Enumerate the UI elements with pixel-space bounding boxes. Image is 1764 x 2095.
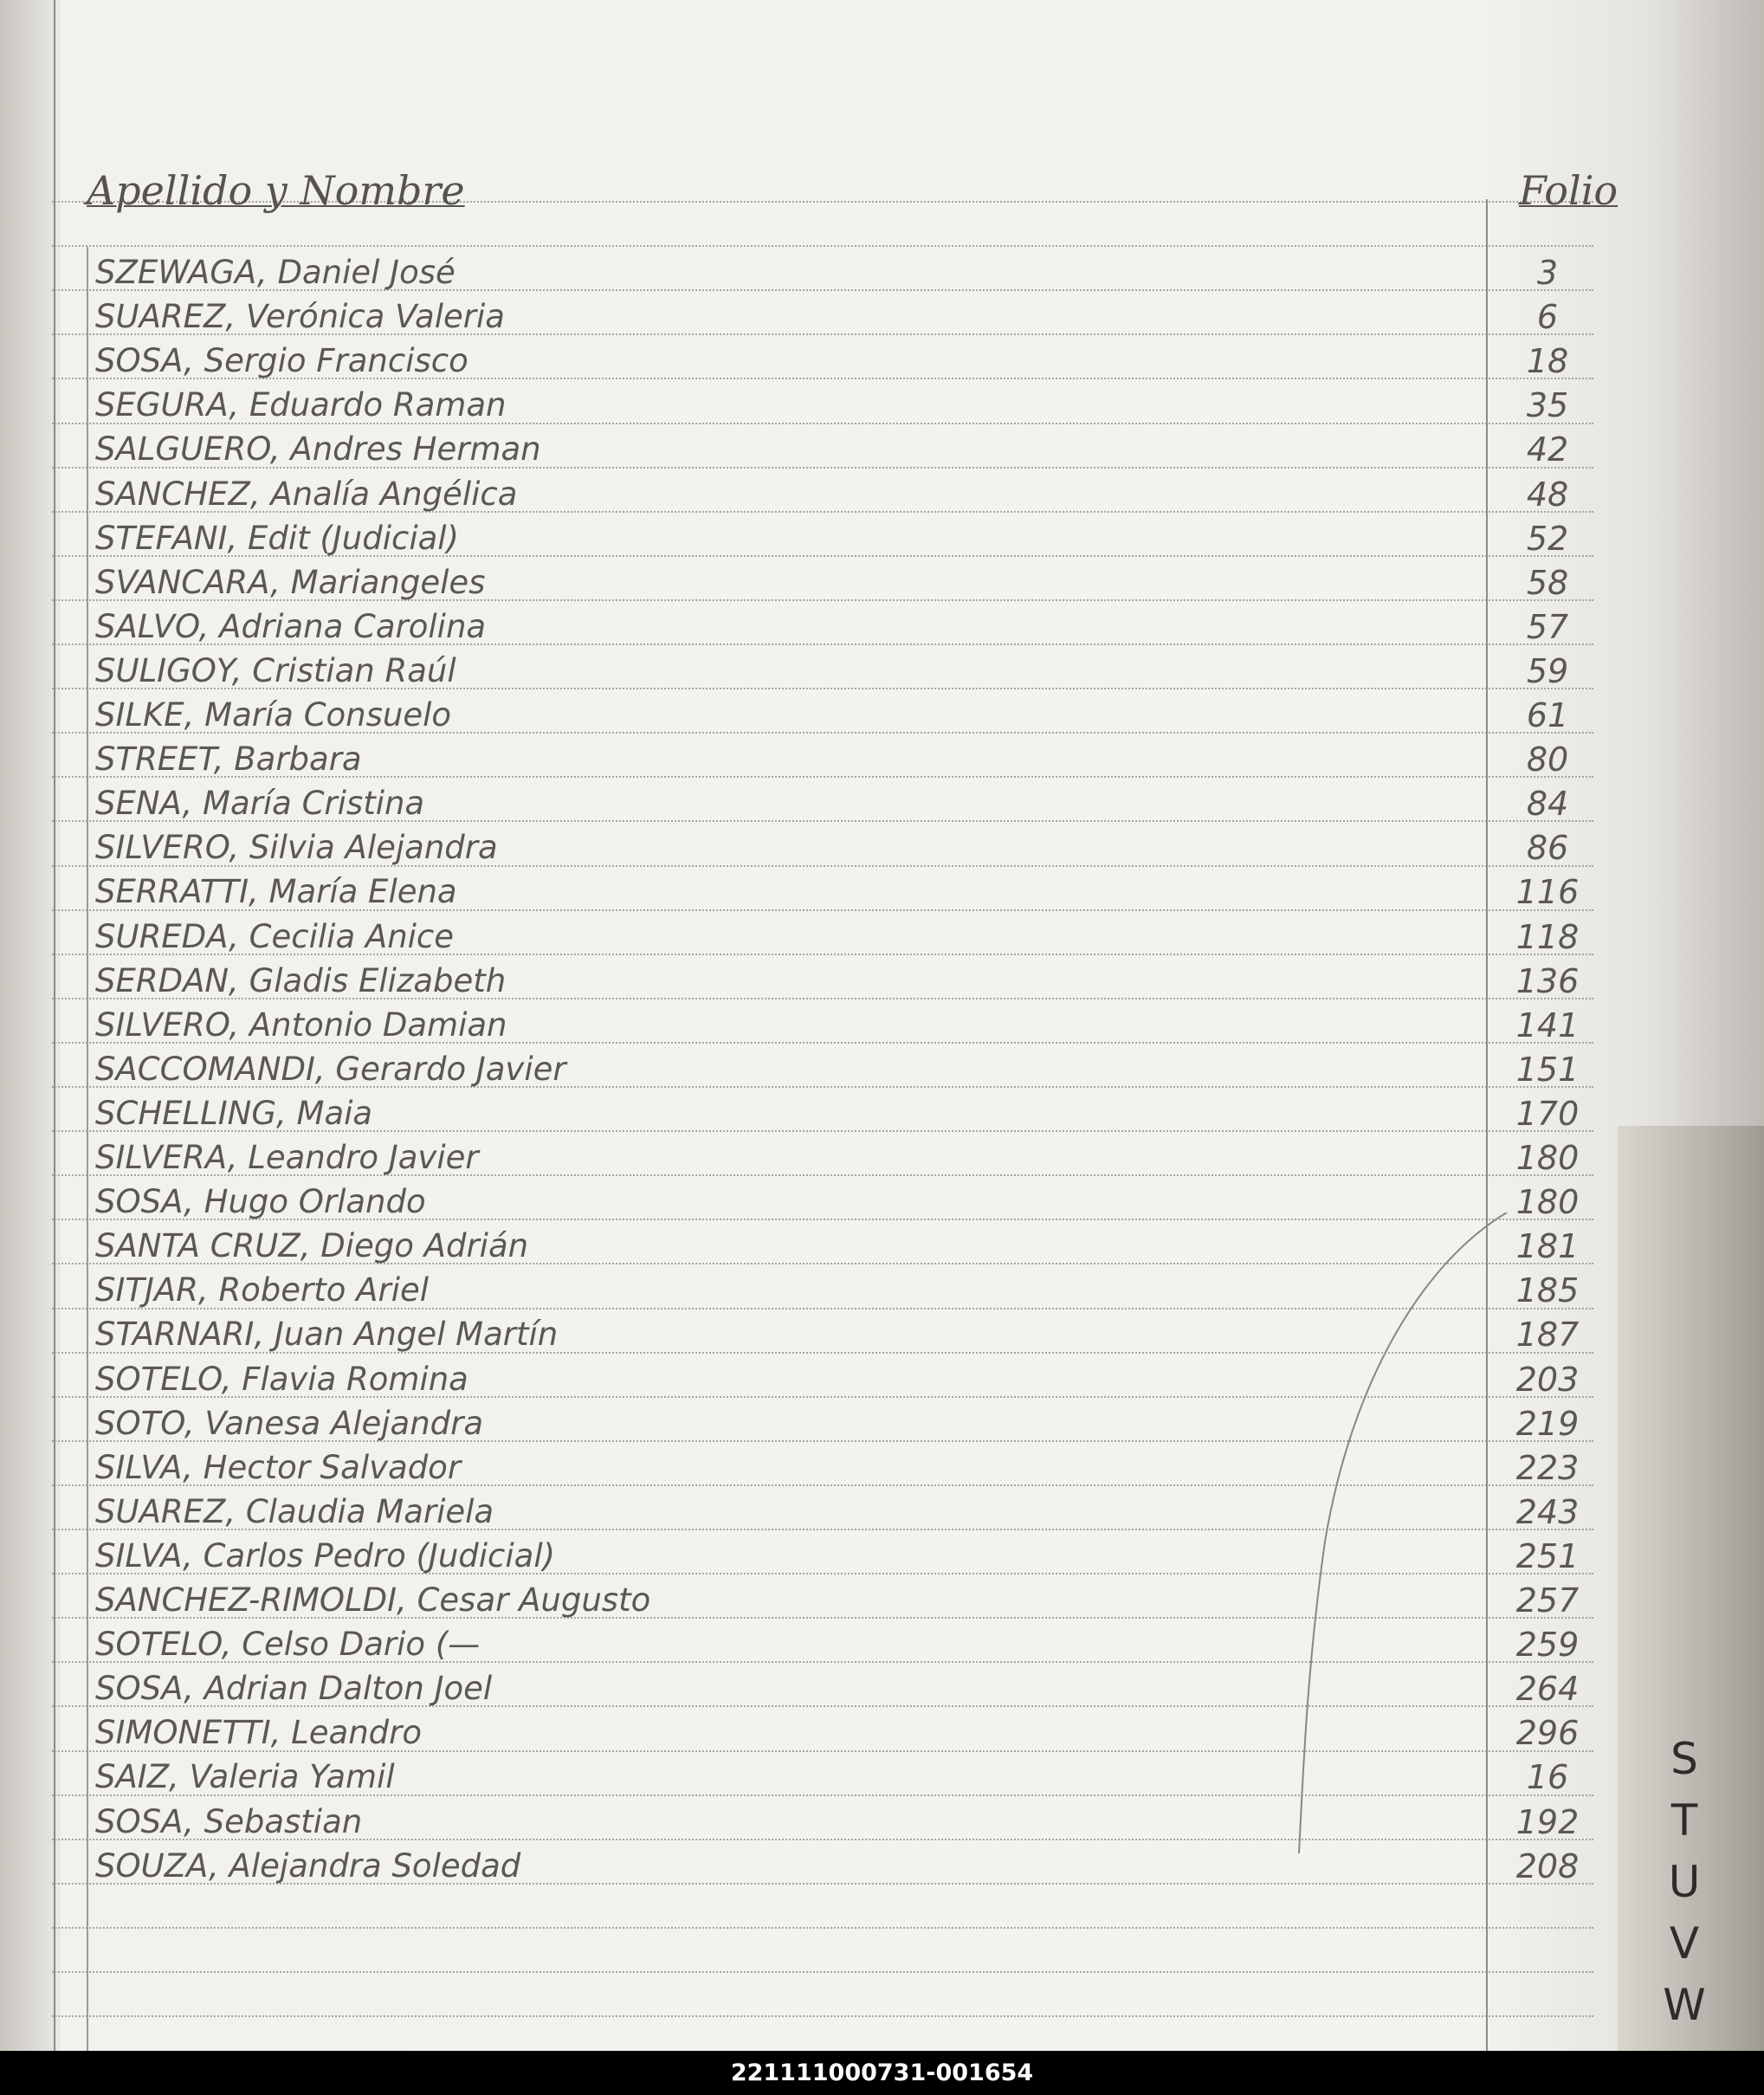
entry-folio: 203 xyxy=(1515,1361,1580,1399)
entry-name: SENA, María Cristina xyxy=(95,785,425,822)
folio-column-header: Folio xyxy=(1518,167,1619,214)
entry-folio: 151 xyxy=(1515,1051,1580,1089)
entry-name: SOUZA, Alejandra Soledad xyxy=(95,1847,521,1885)
entry-folio: 118 xyxy=(1515,918,1580,956)
entry-folio: 187 xyxy=(1515,1316,1580,1354)
entry-folio: 61 xyxy=(1526,696,1569,734)
entry-name: SOTELO, Flavia Romina xyxy=(95,1361,468,1398)
entry-name: SCHELLING, Maia xyxy=(95,1095,373,1132)
index-tab-letter: V xyxy=(1669,1918,1700,1969)
entry-name: SUAREZ, Verónica Valeria xyxy=(95,298,505,335)
entry-name: SULIGOY, Cristian Raúl xyxy=(95,652,456,689)
entry-name: SAIZ, Valeria Yamil xyxy=(95,1758,395,1795)
entry-folio: 16 xyxy=(1526,1758,1569,1796)
entry-name: SACCOMANDI, Gerardo Javier xyxy=(95,1051,566,1088)
entry-name: SVANCARA, Mariangeles xyxy=(95,564,486,601)
entry-name: SILVERO, Antonio Damian xyxy=(95,1006,507,1044)
entry-name: SOTO, Vanesa Alejandra xyxy=(95,1405,484,1442)
name-column-header: Apellido y Nombre xyxy=(87,167,465,214)
entry-name: STREET, Barbara xyxy=(95,740,362,778)
ruled-line xyxy=(52,1971,1593,1973)
entry-folio: 223 xyxy=(1515,1449,1580,1487)
ruled-line xyxy=(52,245,1593,247)
entry-folio: 58 xyxy=(1526,564,1569,602)
entry-folio: 86 xyxy=(1526,829,1569,867)
entry-folio: 141 xyxy=(1515,1006,1580,1044)
index-tab-letter: S xyxy=(1670,1734,1698,1784)
entry-folio: 18 xyxy=(1526,342,1569,380)
entry-name: SANTA CRUZ, Diego Adrián xyxy=(95,1227,529,1264)
entry-name: SZEWAGA, Daniel José xyxy=(95,254,456,291)
entry-folio: 48 xyxy=(1526,475,1569,514)
entry-name: SILVERA, Leandro Javier xyxy=(95,1139,479,1176)
entry-name: SOSA, Hugo Orlando xyxy=(95,1183,426,1220)
entry-name: STARNARI, Juan Angel Martín xyxy=(95,1316,559,1353)
entry-name: SANCHEZ-RIMOLDI, Cesar Augusto xyxy=(95,1581,651,1619)
entry-name: SITJAR, Roberto Ariel xyxy=(95,1271,430,1309)
entry-name: SERRATTI, María Elena xyxy=(95,873,457,910)
entry-name: SOSA, Adrian Dalton Joel xyxy=(95,1670,493,1707)
entry-folio: 181 xyxy=(1515,1227,1580,1265)
entry-folio: 170 xyxy=(1515,1095,1580,1133)
entry-folio: 42 xyxy=(1526,430,1569,469)
entry-name: SANCHEZ, Analía Angélica xyxy=(95,475,518,513)
entry-folio: 52 xyxy=(1526,520,1569,558)
entry-folio: 180 xyxy=(1515,1139,1580,1177)
entry-folio: 264 xyxy=(1515,1670,1580,1708)
entry-folio: 259 xyxy=(1515,1626,1580,1664)
entry-folio: 192 xyxy=(1515,1803,1580,1841)
entry-folio: 6 xyxy=(1536,298,1559,336)
entry-folio: 219 xyxy=(1515,1405,1580,1443)
entry-name: SEGURA, Eduardo Raman xyxy=(95,386,507,424)
entry-name: SOTELO, Celso Dario (— xyxy=(95,1626,481,1663)
entry-folio: 80 xyxy=(1526,740,1569,779)
entry-name: STEFANI, Edit (Judicial) xyxy=(95,520,459,557)
entry-folio: 136 xyxy=(1515,962,1580,1000)
entry-name: SUREDA, Cecilia Anice xyxy=(95,918,455,955)
binding-edge xyxy=(54,0,55,2051)
entry-name: SALGUERO, Andres Herman xyxy=(95,430,541,468)
entry-folio: 84 xyxy=(1526,785,1569,823)
entry-folio: 116 xyxy=(1515,873,1580,911)
page-binding xyxy=(0,0,61,2051)
entry-folio: 35 xyxy=(1526,386,1569,424)
index-tab-letter: T xyxy=(1670,1795,1698,1846)
entry-name: SOSA, Sergio Francisco xyxy=(95,342,468,379)
index-tab-letter: U xyxy=(1668,1857,1701,1907)
ruled-line xyxy=(52,2015,1593,2017)
entry-folio: 208 xyxy=(1515,1847,1580,1885)
entry-folio: 3 xyxy=(1536,254,1559,292)
entry-name: SILVA, Carlos Pedro (Judicial) xyxy=(95,1537,556,1574)
index-tab-letter: W xyxy=(1663,1980,1706,2030)
entry-name: SALVO, Adriana Carolina xyxy=(95,608,487,645)
entry-folio: 251 xyxy=(1515,1537,1580,1575)
entry-name: SILVERO, Silvia Alejandra xyxy=(95,829,498,866)
left-margin-rule xyxy=(87,247,88,2051)
index-tab-strip xyxy=(1618,1126,1764,2051)
ruled-line xyxy=(52,1927,1593,1929)
entry-name: SOSA, Sebastian xyxy=(95,1803,363,1840)
entry-folio: 257 xyxy=(1515,1581,1580,1620)
entry-name: SUAREZ, Claudia Mariela xyxy=(95,1493,494,1530)
entry-folio: 57 xyxy=(1526,608,1569,646)
entry-folio: 59 xyxy=(1526,652,1569,690)
pencil-mark xyxy=(1290,1212,1515,1853)
entry-folio: 180 xyxy=(1515,1183,1580,1221)
entry-folio: 296 xyxy=(1515,1714,1580,1752)
entry-name: SERDAN, Gladis Elizabeth xyxy=(95,962,507,999)
document-code: 221111000731-001654 xyxy=(730,2059,1034,2086)
entry-name: SILVA, Hector Salvador xyxy=(95,1449,462,1486)
entry-name: SIMONETTI, Leandro xyxy=(95,1714,422,1751)
entry-folio: 185 xyxy=(1515,1271,1580,1309)
entry-name: SILKE, María Consuelo xyxy=(95,696,452,734)
entry-folio: 243 xyxy=(1515,1493,1580,1531)
